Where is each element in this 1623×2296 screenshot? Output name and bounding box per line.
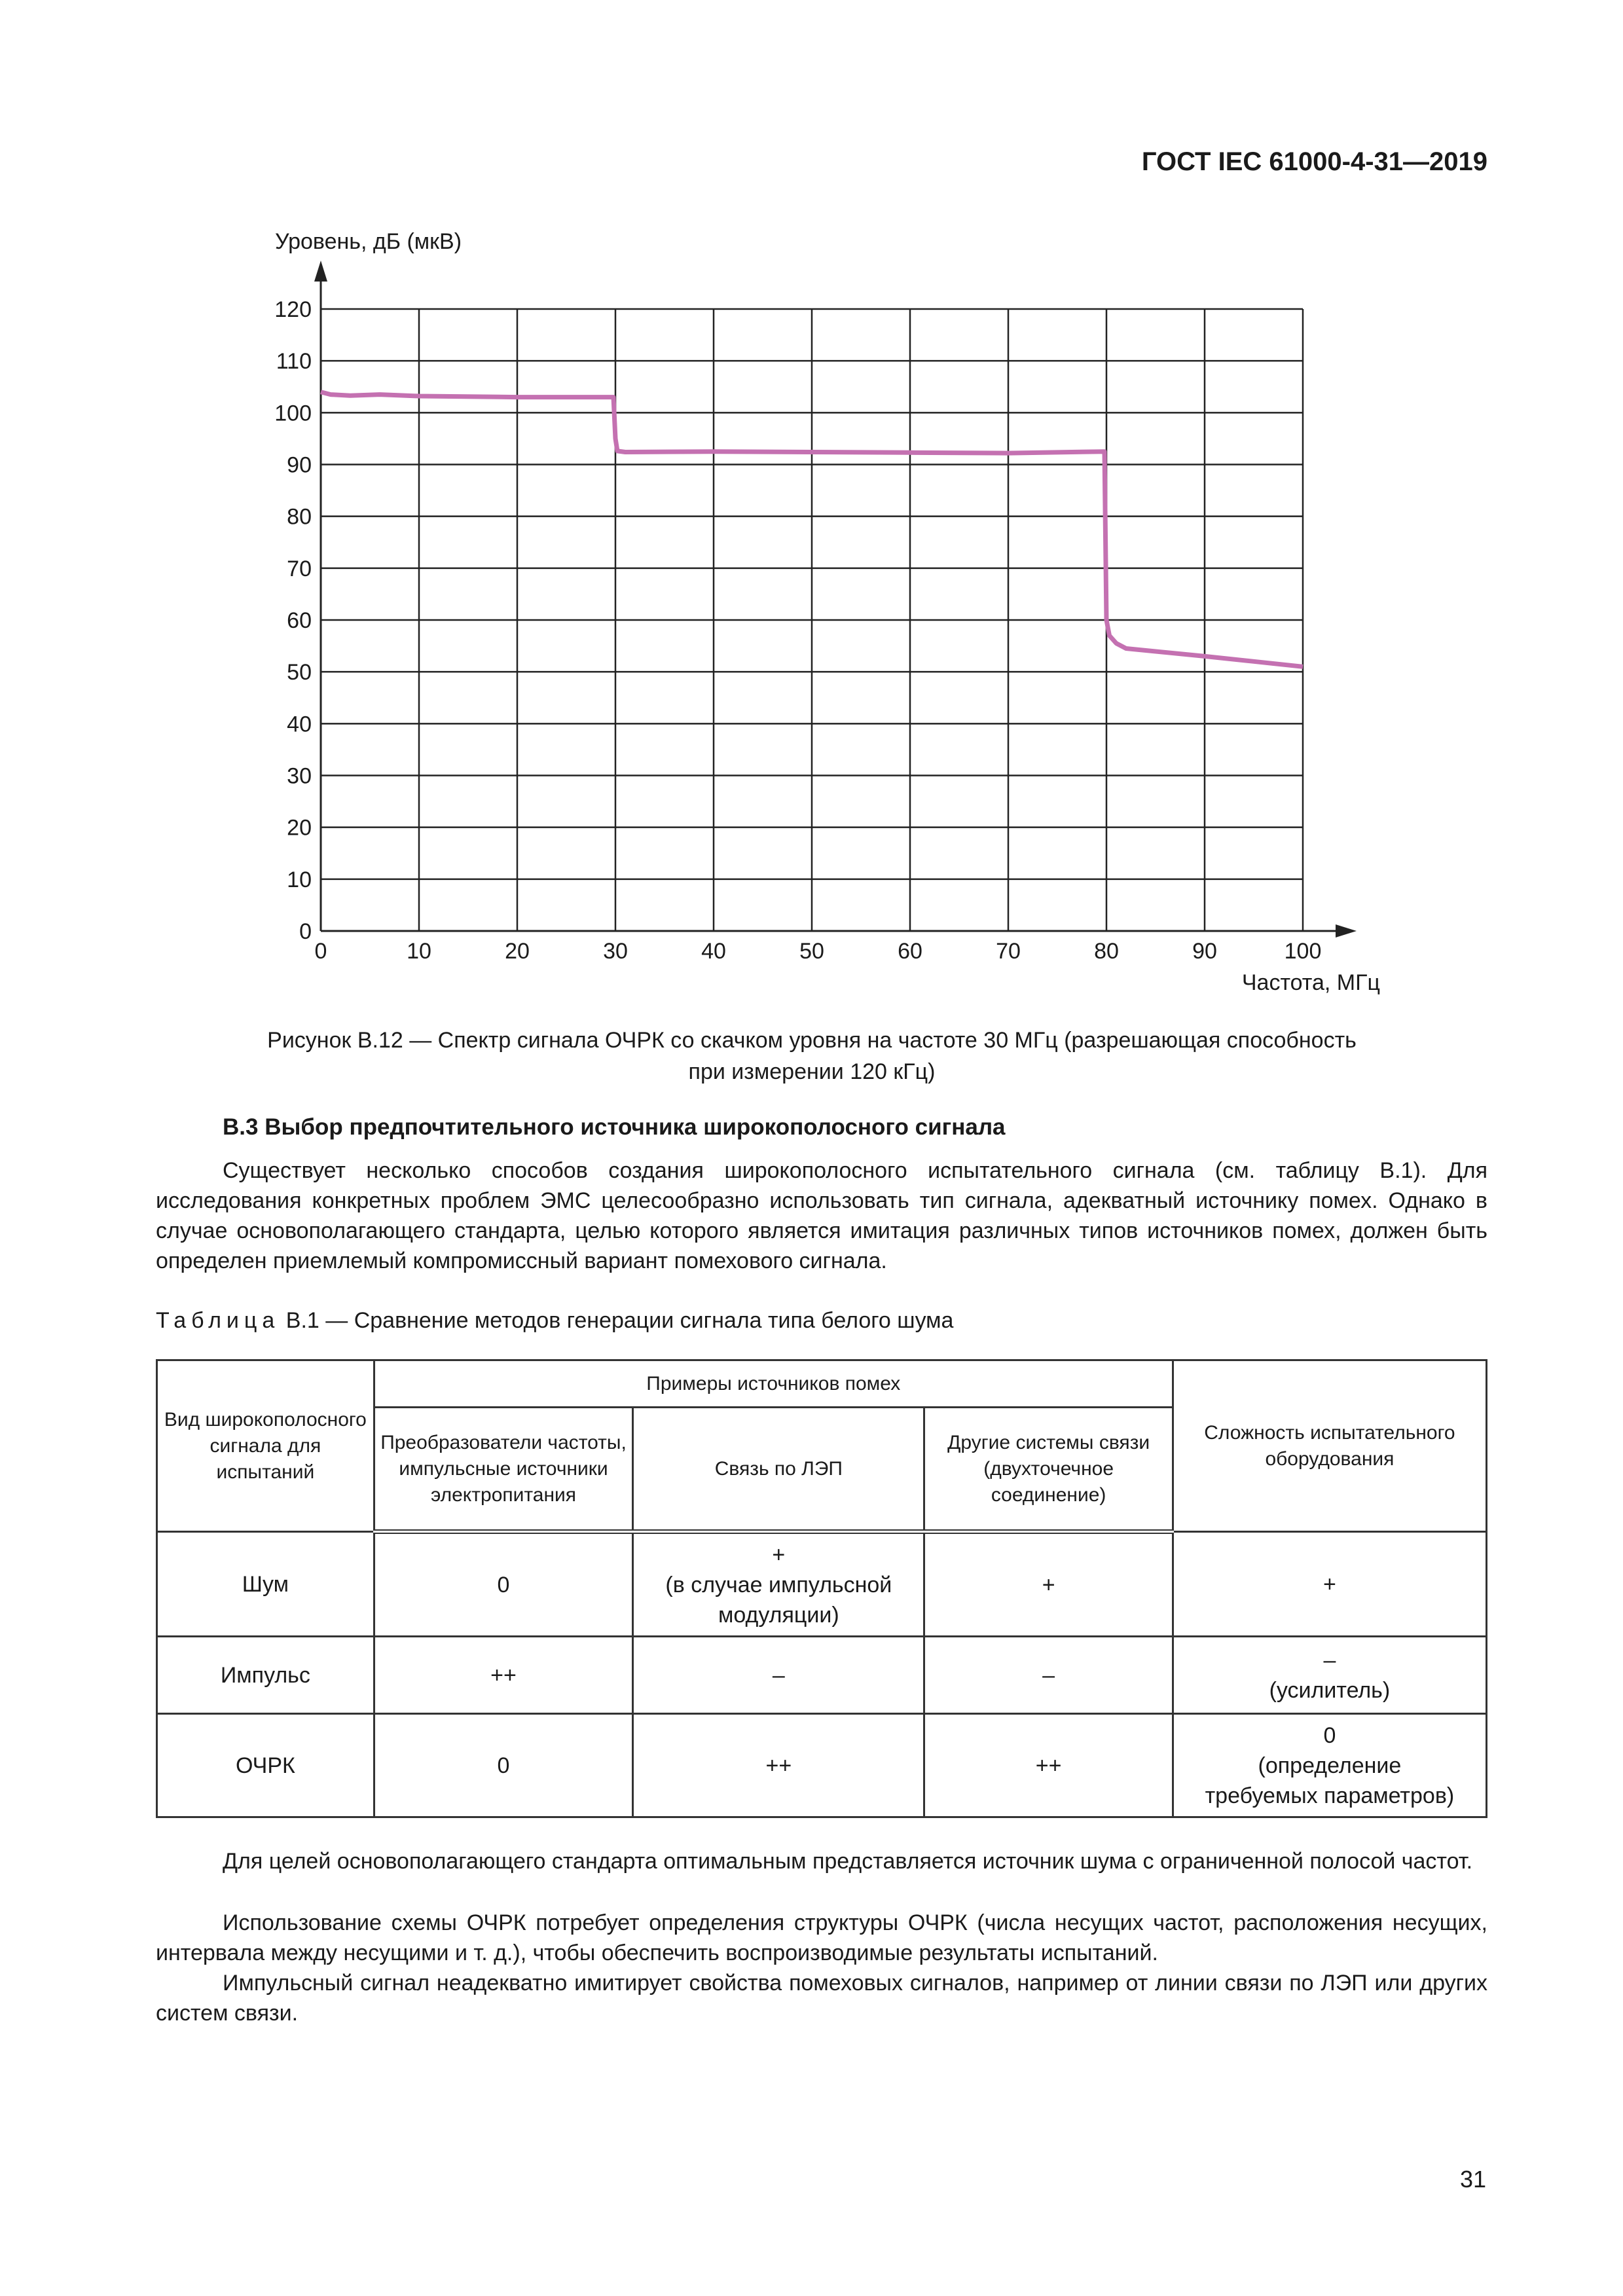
paragraph-text: Использование схемы ОЧРК потребует определения структуры ОЧРК (числа несущих частот, расположения несущих, интервала между несущими и т. д.), чтобы обеспечить воспроизводимые результаты испытаний. xyxy=(156,1910,1487,1965)
x-tick-label: 30 xyxy=(603,939,628,964)
cell-converters: 0 xyxy=(374,1532,633,1637)
x-tick-label: 50 xyxy=(799,939,824,964)
y-tick-label: 120 xyxy=(274,297,312,322)
x-tick-label: 0 xyxy=(314,939,327,964)
cell-type: Шум xyxy=(157,1532,374,1637)
y-tick-label: 10 xyxy=(287,867,312,892)
y-tick-label: 110 xyxy=(276,349,312,374)
section-title: B.3 Выбор предпочтительного источника широкополосного сигнала xyxy=(223,1114,1006,1140)
x-tick-label: 60 xyxy=(898,939,922,964)
y-tick-label: 20 xyxy=(287,815,312,841)
chart-y-axis-label: Уровень, дБ (мкВ) xyxy=(275,229,462,254)
cell-type: ОЧРК xyxy=(157,1714,374,1817)
paragraph xyxy=(156,1846,1487,1876)
cell-line: – xyxy=(1323,1647,1336,1673)
x-tick-label: 40 xyxy=(701,939,726,964)
x-tick-label: 80 xyxy=(1094,939,1119,964)
cell-line: (в случае импульсной xyxy=(665,1572,892,1597)
cell-line: (усилитель) xyxy=(1269,1677,1391,1703)
figure-caption xyxy=(131,1025,1493,1087)
header-converters: Преобразователи частоты, импульсные источники электропитания xyxy=(374,1408,633,1532)
paragraph xyxy=(156,1156,1487,1276)
y-tick-label: 30 xyxy=(287,763,312,789)
cell-other: ++ xyxy=(924,1714,1173,1817)
document-header: ГОСТ IEC 61000-4-31—2019 xyxy=(1141,147,1487,176)
chart-x-axis-label: Частота, МГц xyxy=(1241,970,1380,995)
y-tick-label: 0 xyxy=(299,919,312,944)
header-sources-group: Примеры источников помех xyxy=(374,1360,1173,1408)
cell-line: 0 xyxy=(1323,1722,1336,1748)
cell-type: Импульс xyxy=(157,1637,374,1714)
y-tick-label: 70 xyxy=(287,556,312,581)
x-tick-label: 70 xyxy=(996,939,1021,964)
x-tick-label: 10 xyxy=(407,939,431,964)
y-tick-label: 40 xyxy=(287,712,312,737)
y-tick-label: 60 xyxy=(287,608,312,633)
spectrum-chart xyxy=(0,0,1623,1021)
paragraph xyxy=(156,1968,1487,2028)
figure-caption-line2: при измерении 120 кГц) xyxy=(688,1059,936,1084)
table-caption-text: В.1 — Сравнение методов генерации сигнала типа белого шума xyxy=(285,1308,954,1333)
cell-plc: – xyxy=(633,1637,924,1714)
x-tick-label: 20 xyxy=(505,939,530,964)
cell-line: (определение xyxy=(1258,1753,1402,1778)
y-tick-label: 80 xyxy=(287,504,312,530)
table-row xyxy=(157,1714,1487,1817)
cell-line: требуемых параметров) xyxy=(1205,1783,1455,1808)
page-number: 31 xyxy=(1459,2166,1486,2193)
header-signal-type: Вид широкополосного сигнала для испытаний xyxy=(157,1360,374,1532)
table-caption-prefix: Таблица xyxy=(156,1308,280,1333)
cell-complexity: + xyxy=(1173,1532,1486,1637)
y-tick-label: 100 xyxy=(274,401,312,426)
cell-plc xyxy=(633,1532,924,1637)
table-row xyxy=(157,1637,1487,1714)
table-row xyxy=(157,1532,1487,1637)
x-tick-label: 90 xyxy=(1192,939,1217,964)
cell-line: модуляции) xyxy=(718,1602,839,1628)
cell-complexity xyxy=(1173,1714,1486,1817)
paragraph-text: Для целей основополагающего стандарта оптимальным представляется источник шума с ограниченной полосой частот. xyxy=(223,1849,1473,1874)
x-axis-arrow xyxy=(1336,924,1357,938)
cell-other: + xyxy=(924,1532,1173,1637)
y-tick-label: 50 xyxy=(287,660,312,685)
header-complexity: Сложность испытательного оборудования xyxy=(1173,1360,1486,1532)
comparison-table xyxy=(156,1359,1487,1818)
paragraph-text: Импульсный сигнал неадекватно имитирует свойства помеховых сигналов, например от линии связи по ЛЭП или других систем связи. xyxy=(156,1971,1487,2026)
paragraph-text: Существует несколько способов создания широкополосного испытательного сигнала (см. таблицу В.1). Для исследования конкретных проблем ЭМС целесообразно использовать тип сигнала, адекватный источнику помех. Однако в случае основополагающего стандарта, целью которого является имитация различных типов источников помех, должен быть определен приемлемый компромиссный вариант помехового сигнала. xyxy=(156,1158,1487,1273)
x-tick-label: 100 xyxy=(1284,939,1322,964)
cell-other: – xyxy=(924,1637,1173,1714)
header-plc: Связь по ЛЭП xyxy=(633,1408,924,1532)
chart-grid xyxy=(321,309,1303,931)
y-tick-label: 90 xyxy=(287,452,312,478)
cell-line: + xyxy=(772,1542,786,1567)
table-caption xyxy=(156,1308,953,1334)
y-axis-arrow xyxy=(314,261,327,282)
chart-axes xyxy=(314,261,1357,938)
cell-plc: ++ xyxy=(633,1714,924,1817)
cell-complexity xyxy=(1173,1637,1486,1714)
paragraph xyxy=(156,1908,1487,1968)
cell-converters: ++ xyxy=(374,1637,633,1714)
header-other-systems: Другие системы связи (двухточечное соединение) xyxy=(924,1408,1173,1532)
figure-caption-line1: Рисунок B.12 — Спектр сигнала ОЧРК со скачком уровня на частоте 30 МГц (разрешающая способность xyxy=(267,1028,1357,1053)
cell-converters: 0 xyxy=(374,1714,633,1817)
